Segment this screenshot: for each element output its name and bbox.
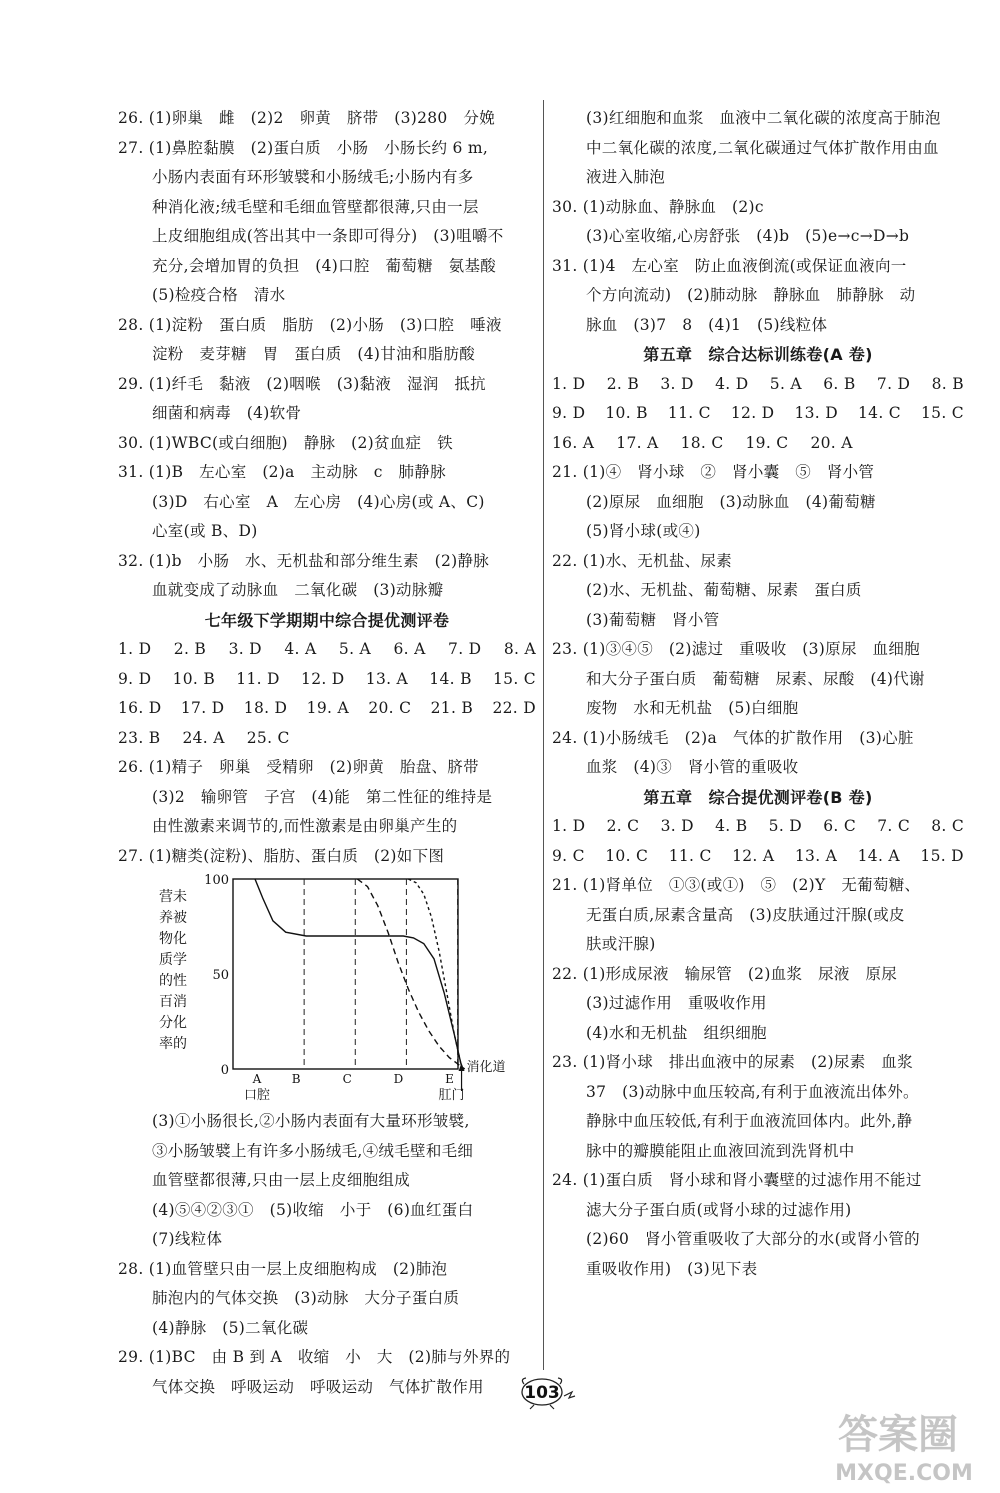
mc-answer: 8. A — [503, 640, 536, 658]
digestion-chart — [118, 871, 536, 1107]
answer-line: (3)2 输卵管 子宫 (4)能 第二性征的维持是 — [152, 787, 493, 806]
mc-answer: 10. C — [605, 846, 649, 865]
mc-answer: 18. C — [680, 433, 724, 452]
series-line-dashed — [357, 879, 464, 1069]
answer-line: 28. (1)淀粉 蛋白质 脂肪 (2)小肠 (3)口腔 唾液 — [118, 315, 502, 334]
mc-row — [552, 812, 964, 842]
answer-line: 由性激素来调节的,而性激素是由卵巢产生的 — [152, 817, 458, 835]
answer-line: 23. (1)肾小球 排出血液中的尿素 (2)尿素 血浆 — [552, 1053, 913, 1071]
answer-line: (3)①小肠很长,②小肠内表面有大量环形皱襞, — [152, 1112, 470, 1130]
x-tick-label: C — [342, 1072, 352, 1086]
x-tick-label: A — [252, 1072, 262, 1086]
mc-answer: 9. D — [118, 669, 152, 688]
mc-answer: 25. C — [246, 728, 290, 747]
watermark-logo — [808, 1400, 988, 1486]
mc-answer: 24. A — [182, 728, 225, 747]
answer-line: (5)肾小球(或④) — [586, 522, 701, 540]
mc-answer: 4. B — [715, 817, 748, 835]
mc-row — [118, 665, 536, 695]
y-tick-label: 100 — [204, 873, 229, 888]
mc-answer: 11. C — [667, 404, 711, 422]
answer-line: 27. (1)鼻腔黏膜 (2)蛋白质 小肠 小肠长约 6 m, — [118, 138, 489, 157]
mc-answer: 8. C — [931, 817, 964, 835]
mc-answer: 10. B — [605, 404, 648, 422]
answer-line: 脉血 (3)7 8 (4)1 (5)线粒体 — [586, 315, 828, 334]
x-tick-label: E — [445, 1072, 454, 1086]
section-title-chapter5-b: 第五章 综合提优测评卷(B 卷) — [643, 787, 873, 807]
answer-line: 21. (1)④ 肾小球 ② 肾小囊 ⑤ 肾小管 — [552, 463, 875, 481]
mc-answer: 5. A — [769, 374, 802, 393]
mc-answer: 5. D — [768, 817, 802, 835]
mc-answer: 2. B — [173, 640, 207, 658]
answer-line: 心室(或 B、D) — [152, 522, 258, 540]
answer-line: 静脉中血压较低,有利于血液流回体内。此外,静 — [586, 1112, 913, 1130]
mc-answer: 6. C — [823, 817, 856, 835]
answers-block-4 — [552, 104, 964, 340]
answer-line: 充分,会增加胃的负担 (4)口腔 葡萄糖 氨基酸 — [152, 256, 497, 275]
mc-answer: 20. C — [368, 699, 412, 717]
answer-line: (3)红细胞和血浆 血液中二氧化碳的浓度高于肺泡 — [586, 109, 941, 127]
mc-row — [118, 635, 536, 665]
mc-row — [552, 399, 964, 429]
answer-line: 37 (3)动脉中血压较高,有利于血液流出体外。 — [586, 1082, 919, 1101]
answer-line: 肤或汗腺) — [586, 935, 656, 953]
answer-line: 气体交换 呼吸运动 呼吸运动 气体扩散作用 — [152, 1377, 484, 1396]
answer-line: (3)过滤作用 重吸收作用 — [586, 994, 767, 1012]
answer-line: 无蛋白质,尿素含量高 (3)皮肤通过汗腺(或皮 — [586, 905, 905, 924]
mc-answer: 21. B — [430, 699, 474, 717]
mc-row — [118, 694, 536, 724]
answer-line: 滤大分子蛋白质(或肾小球的过滤作用) — [586, 1200, 852, 1219]
answers-block-6 — [552, 871, 964, 1284]
watermark-text: 答案圈 — [838, 1412, 958, 1458]
mc-row — [118, 724, 536, 754]
watermark-mark — [808, 1400, 988, 1486]
watermark-url: MXQE.COM — [835, 1461, 973, 1486]
mc-answer: 8. B — [931, 374, 964, 393]
answer-line: 重吸收作用) (3)见下表 — [586, 1259, 758, 1278]
left-column — [118, 104, 536, 1402]
page-number: 103 — [524, 1383, 560, 1403]
mc-answer: 6. B — [823, 374, 856, 393]
answer-line: 30. (1)动脉血、静脉血 (2)c — [552, 197, 764, 216]
answer-line: 细菌和病毒 (4)软骨 — [152, 404, 302, 422]
y-axis-label-line: 率的 — [159, 1036, 187, 1052]
mc-answer: 2. B — [606, 374, 640, 393]
answer-line: 32. (1)b 小肠 水、无机盐和部分维生素 (2)静脉 — [118, 551, 490, 570]
right-column — [552, 104, 964, 1284]
mc-answer: 17. A — [616, 433, 659, 452]
mc-answer: 7. D — [876, 374, 911, 393]
answer-line: (3)D 右心室 A 左心房 (4)心房(或 A、C) — [152, 492, 485, 511]
mc-answer: 1. D — [552, 817, 586, 835]
mc-answer: 17. D — [180, 699, 225, 717]
mc-answer: 6. A — [393, 640, 426, 658]
series-line-solid — [255, 879, 462, 1069]
mc-row — [552, 370, 964, 400]
mc-answer: 13. D — [794, 404, 838, 422]
answer-line: 26. (1)精子 卵巢 受精卵 (2)卵黄 胎盘、脐带 — [118, 758, 479, 776]
answer-line: 27. (1)糖类(淀粉)、脂肪、蛋白质 (2)如下图 — [118, 846, 445, 865]
mc-answer: 15. C — [493, 669, 536, 688]
mc-answer: 9. D — [552, 404, 586, 422]
answer-line: 23. (1)③④⑤ (2)滤过 重吸收 (3)原尿 血细胞 — [552, 640, 920, 658]
answers-block-1 — [118, 104, 536, 606]
mc-answer: 7. D — [448, 640, 482, 658]
mc-answers-a — [552, 370, 964, 459]
answer-line: (5)检疫合格 清水 — [152, 286, 286, 304]
y-axis-label-line: 的性 — [159, 973, 187, 989]
answers-block-3 — [118, 1107, 536, 1402]
mc-answer: 13. A — [794, 846, 838, 865]
mc-answer: 9. C — [552, 846, 585, 865]
answer-line: 22. (1)形成尿液 输尿管 (2)血浆 尿液 原尿 — [552, 964, 898, 983]
answer-line: (2)60 肾小管重吸收了大部分的水(或肾小管的 — [586, 1230, 920, 1248]
mc-answer: 2. C — [606, 817, 640, 835]
section-title-chapter5-a: 第五章 综合达标训练卷(A 卷) — [643, 345, 873, 364]
mc-answer: 22. D — [492, 699, 536, 717]
mc-answer: 15. D — [920, 846, 964, 865]
y-axis-label-line: 营未 — [159, 889, 187, 905]
answer-line: 小肠内表面有环形皱襞和小肠绒毛;小肠内有多 — [152, 168, 474, 186]
answer-line: (4)静脉 (5)二氧化碳 — [152, 1318, 309, 1337]
mc-answer: 12. D — [301, 669, 345, 688]
mc-answer: 11. C — [668, 846, 712, 865]
mc-answers-midterm — [118, 635, 536, 753]
answers-block-2 — [118, 753, 536, 871]
answer-line: 24. (1)蛋白质 肾小球和肾小囊壁的过滤作用不能过 — [552, 1171, 922, 1189]
column-divider — [543, 100, 544, 1370]
answer-line: 肺泡内的气体交换 (3)动脉 大分子蛋白质 — [152, 1289, 460, 1307]
answer-line: 脉中的瓣膜能阻止血液回流到洗肾机中 — [586, 1141, 855, 1160]
mc-answer: 10. B — [172, 669, 216, 688]
mc-answer: 14. B — [429, 669, 472, 688]
y-axis-label-line: 百消 — [159, 994, 187, 1010]
mc-answer: 23. B — [118, 728, 161, 747]
answer-line: ③小肠皱襞上有许多小肠绒毛,④绒毛壁和毛细 — [152, 1141, 474, 1160]
answer-line: (2)水、无机盐、葡萄糖、尿素 蛋白质 — [586, 581, 862, 599]
y-tick-label: 0 — [220, 1063, 229, 1078]
mc-row — [552, 429, 964, 459]
mouth-label: 口腔 — [243, 1088, 271, 1103]
y-tick-label: 50 — [212, 968, 229, 983]
mc-answer: 4. D — [715, 374, 749, 393]
answer-line: 31. (1)B 左心室 (2)a 主动脉 c 肺静脉 — [118, 463, 446, 481]
mc-answer: 12. D — [730, 404, 775, 422]
answer-line: 和大分子蛋白质 葡萄糖 尿素、尿酸 (4)代谢 — [586, 669, 925, 688]
mc-answer: 4. A — [284, 640, 317, 658]
answer-line: 血管壁都很薄,只由一层上皮细胞组成 — [152, 1171, 411, 1189]
answer-line: (3)心室收缩,心房舒张 (4)b (5)e→c→D→b — [586, 227, 910, 245]
digestion-chart-svg — [118, 871, 506, 1107]
mc-answer: 7. C — [877, 817, 910, 835]
mc-answer: 14. C — [858, 404, 901, 422]
answer-line: (4)⑤④②③① (5)收缩 小于 (6)血红蛋白 — [152, 1200, 474, 1219]
answer-line: 28. (1)血管壁只由一层上皮细胞构成 (2)肺泡 — [118, 1259, 448, 1278]
mc-answer: 3. D — [228, 640, 262, 658]
x-tick-label: B — [291, 1072, 301, 1086]
mc-answer: 1. D — [552, 374, 586, 393]
answer-line: 种消化液;绒毛壁和毛细血管壁都很薄,只由一层 — [152, 197, 479, 216]
x-tick-label: D — [393, 1072, 404, 1086]
mc-answer: 1. D — [118, 640, 152, 658]
page-number-badge — [516, 1374, 576, 1410]
answer-line: 31. (1)4 左心室 防止血液倒流(或保证血液向一 — [552, 256, 907, 275]
answer-line: (2)原尿 血细胞 (3)动脉血 (4)葡萄糖 — [586, 492, 876, 511]
answers-block-5 — [552, 458, 964, 783]
mc-answer: 20. A — [810, 433, 853, 452]
answer-line: 24. (1)小肠绒毛 (2)a 气体的扩散作用 (3)心脏 — [552, 728, 914, 747]
answer-line: 血就变成了动脉血 二氧化碳 (3)动脉瓣 — [152, 581, 444, 599]
mc-answer: 14. A — [857, 846, 900, 865]
answer-line: 淀粉 麦芽糖 胃 蛋白质 (4)甘油和脂肪酸 — [152, 345, 476, 363]
answer-line: 个方向流动) (2)肺动脉 静脉血 肺静脉 动 — [586, 286, 916, 304]
mc-answer: 15. C — [921, 404, 964, 422]
y-axis-label-line: 质学 — [159, 952, 187, 968]
answer-line: 中二氧化碳的浓度,二氧化碳通过气体扩散作用由血 — [586, 138, 939, 157]
answer-line: 液进入肺泡 — [586, 168, 666, 186]
y-axis-label-line: 养被 — [159, 910, 187, 926]
answer-line: 29. (1)BC 由 B 到 A 收缩 小 大 (2)肺与外界的 — [118, 1348, 511, 1366]
answer-line: 血浆 (4)③ 肾小管的重吸收 — [586, 758, 799, 776]
answer-line: 26. (1)卵巢 雌 (2)2 卵黄 脐带 (3)280 分娩 — [118, 109, 495, 127]
mc-answers-b — [552, 812, 964, 871]
answer-line: 废物 水和无机盐 (5)白细胞 — [586, 699, 799, 717]
y-axis-label-line: 分化 — [159, 1015, 187, 1031]
mc-answer: 3. D — [660, 817, 694, 835]
answer-line: 30. (1)WBC(或白细胞) 静脉 (2)贫血症 铁 — [118, 433, 453, 452]
mc-answer: 16. A — [552, 433, 595, 452]
mc-answer: 12. A — [732, 846, 775, 865]
mc-answer: 19. A — [306, 699, 349, 717]
answer-line: 22. (1)水、无机盐、尿素 — [552, 551, 733, 570]
x-axis-label: 消化道 — [466, 1060, 506, 1075]
answer-line: (4)水和无机盐 组织细胞 — [586, 1023, 767, 1042]
mc-answer: 13. A — [365, 669, 409, 688]
mc-answer: 3. D — [660, 374, 694, 393]
anus-label: 肛门 — [438, 1088, 465, 1103]
mc-answer: 19. C — [745, 433, 789, 452]
section-title-midterm: 七年级下学期期中综合提优测评卷 — [204, 610, 450, 630]
answer-line: 21. (1)肾单位 ①③(或①) ⑤ (2)Y 无葡萄糖、 — [552, 876, 921, 894]
mc-answer: 11. D — [236, 669, 280, 688]
y-axis-label-line: 物化 — [159, 931, 187, 947]
answer-line: (7)线粒体 — [152, 1230, 223, 1248]
answer-line: (3)葡萄糖 肾小管 — [586, 610, 720, 629]
answer-line: 上皮细胞组成(答出其中一条即可得分) (3)咀嚼不 — [152, 227, 504, 245]
mc-answer: 16. D — [118, 699, 162, 717]
mc-answer: 18. D — [243, 699, 288, 717]
mc-answer: 5. A — [338, 640, 372, 658]
answer-line: 29. (1)纤毛 黏液 (2)咽喉 (3)黏液 湿润 抵抗 — [118, 374, 486, 393]
mc-row — [552, 842, 964, 872]
